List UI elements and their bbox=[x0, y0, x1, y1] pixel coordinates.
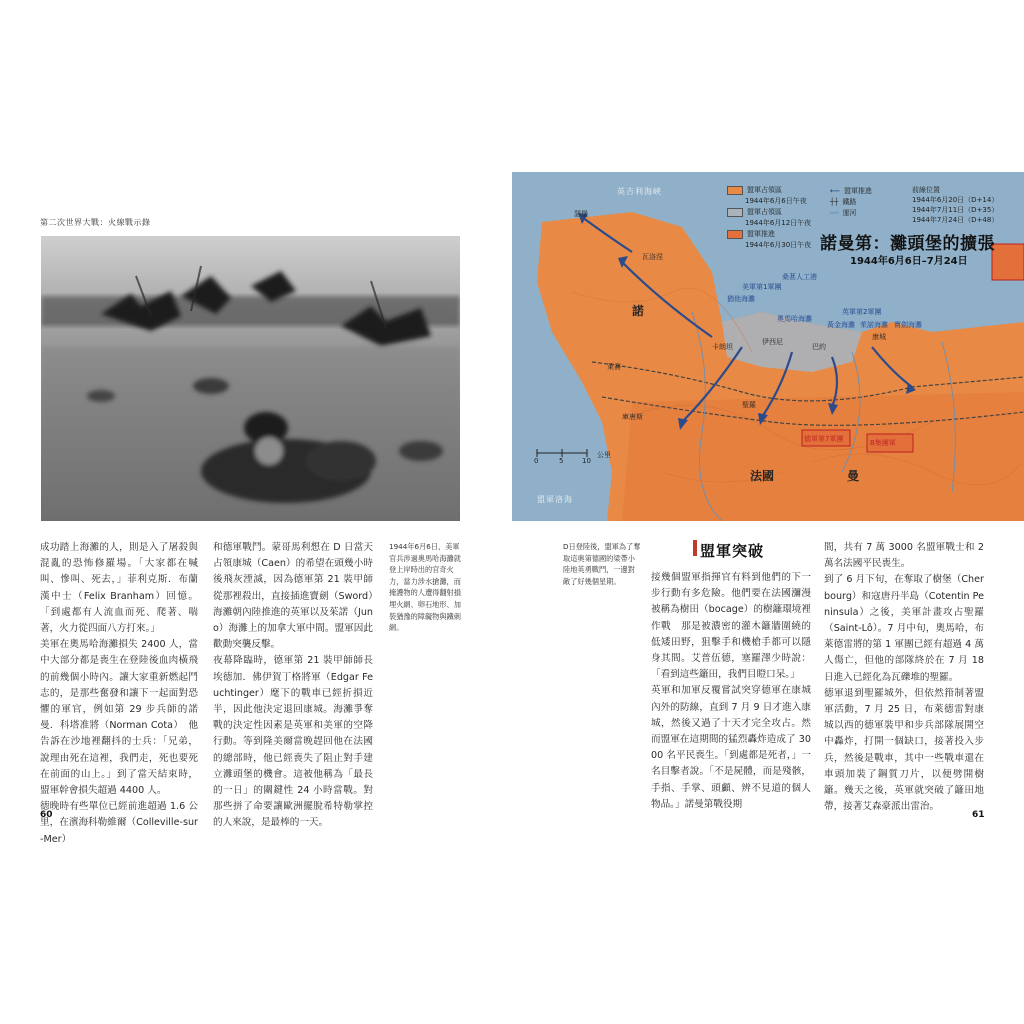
legend-row bbox=[727, 218, 811, 229]
section-title: 盟軍突破 bbox=[700, 542, 765, 560]
legend-row bbox=[830, 196, 872, 207]
map-legend-lines bbox=[830, 185, 872, 218]
omaha-beach-photo bbox=[41, 236, 460, 521]
legend-title: 前線位置 bbox=[912, 186, 940, 194]
place-label: 萊賽 bbox=[607, 363, 621, 371]
paragraph: 德軍退到聖羅城外，但依然箝制著盟軍活動，7 月 25 日，布萊德雷對康城以西的德軍裝甲和步兵部隊展開空中轟炸，打開一個缺口，接著投入步兵，然後是戰車，其中一些戰車還在車頭加裝了鋼質刀片，以便劈開樹籬。幾天之後，英軍就突破了籬田地帶，接著艾森豪派出雷治。 bbox=[824, 687, 984, 813]
paragraph: 間，共有 7 萬 3000 名盟軍戰士和 2 萬名法國平民喪生。 bbox=[824, 542, 984, 570]
left-text-column-1 bbox=[40, 540, 198, 848]
region-label: 諾 bbox=[632, 304, 645, 318]
place-label: 康城 bbox=[872, 333, 886, 341]
railway-icon: ┼┼ bbox=[830, 197, 839, 206]
region-label: 法國 bbox=[750, 469, 775, 483]
map-subtitle: 1944年6月6日–7月24日 bbox=[850, 256, 968, 267]
legend-row bbox=[727, 229, 811, 240]
legend-item: 1944年7月11日（D+35） bbox=[912, 206, 999, 214]
legend-row bbox=[830, 207, 872, 218]
photo-illustration bbox=[41, 236, 460, 521]
beach-label: 寶劍海灘 bbox=[894, 321, 922, 329]
page-number-left: 60 bbox=[40, 810, 53, 820]
paragraph: 接幾個盟軍指揮官有料到他們的下一步行動有多危險。他們要在法國瀰漫被稱為樹田（bocage）的樹籬環境裡作戰 那是被濃密的灌木籬牆圍繞的低矮田野，狙擊手和機槍手都可以隱身其間。艾普伍德，塞羅澤少時說：「看到這些籬田，我們目瞪口呆。」 bbox=[651, 572, 811, 681]
scale-tick: 0 bbox=[534, 457, 539, 465]
paragraph: 德晚時有些單位已經前進超過 1.6 公里，在濱海科勒維爾（Colleville-sur-Mer） bbox=[40, 801, 198, 845]
legend-sublabel: 1944年6月6日午夜 bbox=[745, 197, 807, 205]
paragraph: 夜幕降臨時，德軍第 21 裝甲師師長埃德加．佛伊賀丁格將軍（Edgar Feuchtinger）麾下的戰車已經折損近半，因此他決定退回康城。海灘爭奪戰的決定性因素是英軍和美軍的空降行動。等到隆美爾當晚趕回他在法國的總部時，他已經喪失了阻止對手建立灘頭堡的機會。這被他稱為「最長的一日」的關鍵性 24 小時當戰。對那些拼了命要讓歐洲擺脫希特勒掌控的人來說，是最棒的一天。 bbox=[213, 655, 373, 829]
page-number-right: 61 bbox=[972, 810, 985, 820]
legend-label: 盟軍占領區 bbox=[747, 186, 782, 194]
legend-label: 盟軍推進 bbox=[844, 186, 873, 195]
left-text-column-2 bbox=[213, 540, 373, 832]
map-legend-front bbox=[912, 185, 998, 225]
scale-unit: 公里 bbox=[597, 451, 611, 459]
legend-label: 運河 bbox=[842, 208, 857, 217]
legend-row bbox=[727, 185, 811, 196]
legend-swatch bbox=[727, 208, 743, 217]
place-label: 庫唐斯 bbox=[622, 413, 643, 421]
paragraph: 成功踏上海灘的人，則是入了屠殺與混亂的恐怖修羅場。「大家都在喊叫、慘叫、死去，」菲利克斯．布蘭漢中士（Felix Branham）回憶。「到處都有人流血而死、爬著、喘著，火力從四面八方打來。」 bbox=[40, 542, 198, 635]
place-label: 巴約 bbox=[812, 343, 826, 351]
legend-item: 1944年6月20日（D+14） bbox=[912, 196, 999, 204]
photo-caption: 1944年6月6日，美軍官兵涉過奧馬哈海灘就登上岸時出的官奇火力，當力涉水搶灘，而掩護物的人遭得翻射損埋火網、卵石地形、加裝猶豫的障礙物與鐵刺網。 bbox=[389, 542, 461, 633]
map-note: 桑葚人工港 bbox=[782, 273, 817, 281]
beach-label: 奧馬哈海灘 bbox=[777, 315, 812, 323]
map-caption: D日登陸後，盟軍為了奪取這奧第德國的梁帶小陸地英勇戰鬥，一邊對敵了好幾個星期。 bbox=[563, 542, 641, 586]
legend-swatch bbox=[727, 230, 743, 239]
unit-label: 德軍第7軍團 bbox=[804, 435, 844, 443]
section-title-accent bbox=[693, 540, 697, 556]
legend-label: 盟軍占領區 bbox=[747, 208, 782, 216]
paragraph: 和德軍戰鬥。蒙哥馬利想在 D 日當天占領康城（Caen）的希望在頭幾小時後飛灰湮滅，因為德軍第 21 裝甲師從那裡殺出，直接插進寶劍（Sword）海灘朝內陸推進的英軍以及茱諾（Juno）海灘上的加拿大軍中間。盟軍因此歡動突襲反擊。 bbox=[213, 542, 373, 651]
map-legend-areas bbox=[727, 185, 811, 251]
normandy-map bbox=[512, 172, 1024, 521]
beach-label: 黃金海灘 bbox=[827, 321, 855, 329]
beach-label: 茱諾海灘 bbox=[860, 321, 888, 329]
legend-swatch bbox=[727, 186, 743, 195]
place-label: 伊西尼 bbox=[762, 338, 783, 346]
scale-tick: 10 bbox=[582, 457, 591, 465]
region-label: 曼 bbox=[847, 469, 860, 483]
paragraph: 英軍和加軍反覆嘗試突穿德軍在康城內外的防線，直到 7 月 9 日才進入康城，然後又過了十天才完全攻占。然而盟軍在這期間的猛烈轟炸造成了 3000 名平民喪生。「到處都是死者，」一名目擊者說。「不是屍體，而是殘骸，手指、手掌、頭顱、辨不見道的個人物品。」諾曼第戰役期 bbox=[651, 685, 811, 810]
legend-row bbox=[727, 240, 811, 251]
place-label: 聖羅 bbox=[742, 401, 756, 409]
unit-label: 英軍第2軍團 bbox=[842, 308, 882, 316]
legend-row bbox=[727, 207, 811, 218]
unit-label: 美軍第1軍團 bbox=[742, 283, 782, 291]
legend-item: 1944年7月24日（D+48） bbox=[912, 216, 999, 224]
legend-sublabel: 1944年6月30日午夜 bbox=[745, 241, 812, 249]
legend-label: 盟軍推進 bbox=[747, 230, 775, 238]
sea-label: 盟軍洛海 bbox=[537, 495, 573, 504]
legend-row bbox=[727, 196, 811, 207]
right-text-column-1 bbox=[651, 570, 811, 813]
legend-row bbox=[830, 185, 872, 196]
arrow-icon: ⟵ bbox=[830, 186, 841, 195]
beach-label: 猶他海灘 bbox=[727, 295, 755, 303]
paragraph: 美軍在奧馬哈海灘損失 2400 人，當中大部分都是喪生在登陸後血肉橫飛的前幾個小時內。讓大家重新燃起鬥志的，是那些奮發和讓下一起面對恐懼的軍官，例如第 29 步兵師的諾曼．科塔准將（Norman Cota） 他告訴在沙地裡翻抖的士兵：「兄弟，說理由死在這裡，我們走，死也要死在前面的山上。」到了當天結束時，盟軍幹會損失超過 4400 人。 bbox=[40, 639, 198, 797]
right-text-column-2 bbox=[824, 540, 984, 815]
place-label: 卡朗坦 bbox=[712, 343, 733, 351]
legend-sublabel: 1944年6月12日午夜 bbox=[745, 219, 812, 227]
place-label: 瑟堡 bbox=[574, 210, 588, 218]
running-head: 第二次世界大戰：火線戰示錄 bbox=[40, 218, 151, 227]
unit-label: B集團軍 bbox=[870, 439, 896, 447]
sea-label: 英吉利海峽 bbox=[617, 187, 662, 196]
canal-icon: ══ bbox=[830, 208, 839, 217]
legend-label: 鐵路 bbox=[842, 197, 857, 206]
paragraph: 到了 6 月下旬，在奪取了樹堡（Cherbourg）和寇唐丹半島（Cotentin Peninsula）之後，美軍計畫攻占聖羅（Saint-Lô）。7 月中旬，奧馬哈，布萊德雷將的第 1 軍團已經有超過 4 萬人傷亡，但他的部隊終於在 7 月 18 日進入已經化為瓦礫堆的聖羅。 bbox=[824, 574, 984, 683]
scale-tick: 5 bbox=[559, 457, 564, 465]
place-label: 瓦洛涅 bbox=[642, 253, 663, 261]
map-title: 諾曼第：灘頭堡的擴張 bbox=[820, 234, 995, 254]
